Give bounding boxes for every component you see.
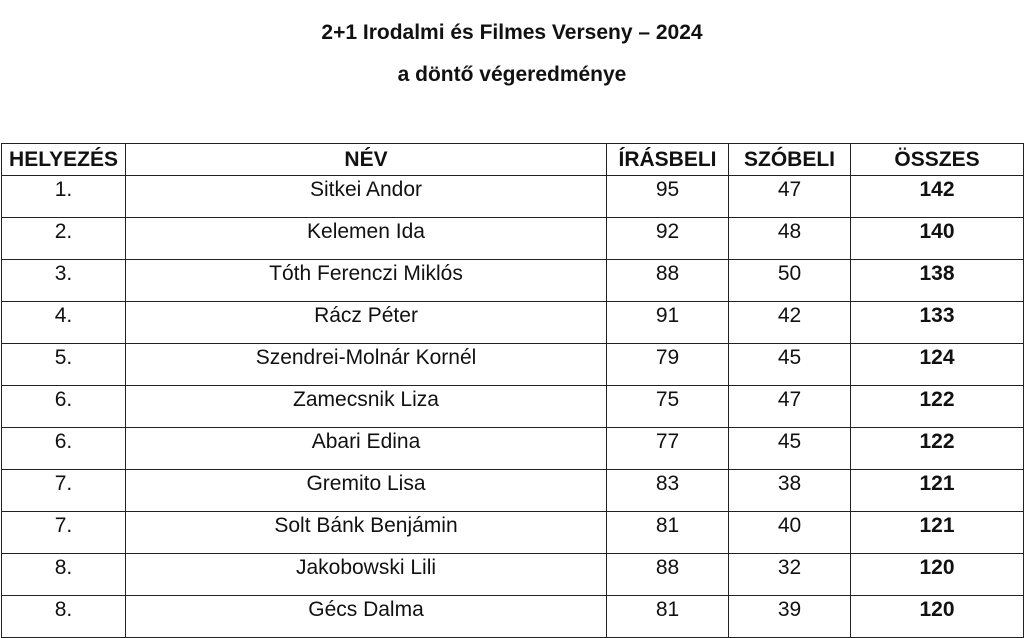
name-cell: Kelemen Ida [126,218,607,260]
oral-score-cell: 48 [729,218,851,260]
table-row [2,554,1024,596]
rank-cell: 7. [2,512,126,554]
oral-score-cell: 45 [729,428,851,470]
name-cell: Jakobowski Lili [126,554,607,596]
rank-cell: 8. [2,596,126,638]
rank-cell: 8. [2,554,126,596]
table-row [2,218,1024,260]
document-title: 2+1 Irodalmi és Filmes Verseny – 2024 [321,21,703,44]
total-score-cell: 120 [851,554,1024,596]
written-score-cell: 75 [607,386,729,428]
total-score-cell: 138 [851,260,1024,302]
oral-score-cell: 38 [729,470,851,512]
written-score-cell: 83 [607,470,729,512]
name-cell: Szendrei-Molnár Kornél [126,344,607,386]
total-score-cell: 133 [851,302,1024,344]
written-score-cell: 92 [607,218,729,260]
total-score-cell: 121 [851,512,1024,554]
name-cell: Abari Edina [126,428,607,470]
name-cell: Tóth Ferenczi Miklós [126,260,607,302]
written-score-cell: 95 [607,176,729,218]
written-score-cell: 81 [607,596,729,638]
written-score-cell: 91 [607,302,729,344]
rank-cell: 2. [2,218,126,260]
rank-cell: 4. [2,302,126,344]
oral-score-cell: 45 [729,344,851,386]
total-score-cell: 140 [851,218,1024,260]
column-header-written: ÍRÁSBELI [607,144,729,176]
oral-score-cell: 40 [729,512,851,554]
total-score-cell: 122 [851,428,1024,470]
name-cell: Sitkei Andor [126,176,607,218]
name-cell: Zamecsnik Liza [126,386,607,428]
table-row [2,260,1024,302]
table-row [2,512,1024,554]
total-score-cell: 120 [851,596,1024,638]
written-score-cell: 79 [607,344,729,386]
table-row [2,470,1024,512]
name-cell: Rácz Péter [126,302,607,344]
table-row [2,344,1024,386]
written-score-cell: 88 [607,260,729,302]
total-score-cell: 124 [851,344,1024,386]
total-score-cell: 121 [851,470,1024,512]
table-row [2,302,1024,344]
rank-cell: 1. [2,176,126,218]
table-row [2,176,1024,218]
table-row [2,386,1024,428]
column-header-rank: HELYEZÉS [2,144,126,176]
total-score-cell: 122 [851,386,1024,428]
rank-cell: 7. [2,470,126,512]
oral-score-cell: 32 [729,554,851,596]
written-score-cell: 88 [607,554,729,596]
rank-cell: 5. [2,344,126,386]
oral-score-cell: 47 [729,386,851,428]
table-header-row [2,144,1024,176]
total-score-cell: 142 [851,176,1024,218]
column-header-name: NÉV [126,144,607,176]
column-header-total: ÖSSZES [851,144,1024,176]
name-cell: Gécs Dalma [126,596,607,638]
document-header [0,12,1024,96]
oral-score-cell: 42 [729,302,851,344]
rank-cell: 3. [2,260,126,302]
oral-score-cell: 47 [729,176,851,218]
document-subtitle: a döntő végeredménye [397,63,627,86]
rank-cell: 6. [2,428,126,470]
column-header-oral: SZÓBELI [729,144,851,176]
results-body [2,176,1024,638]
written-score-cell: 81 [607,512,729,554]
results-table [1,143,1024,638]
table-row [2,428,1024,470]
name-cell: Gremito Lisa [126,470,607,512]
oral-score-cell: 50 [729,260,851,302]
rank-cell: 6. [2,386,126,428]
written-score-cell: 77 [607,428,729,470]
table-row [2,596,1024,638]
name-cell: Solt Bánk Benjámin [126,512,607,554]
oral-score-cell: 39 [729,596,851,638]
